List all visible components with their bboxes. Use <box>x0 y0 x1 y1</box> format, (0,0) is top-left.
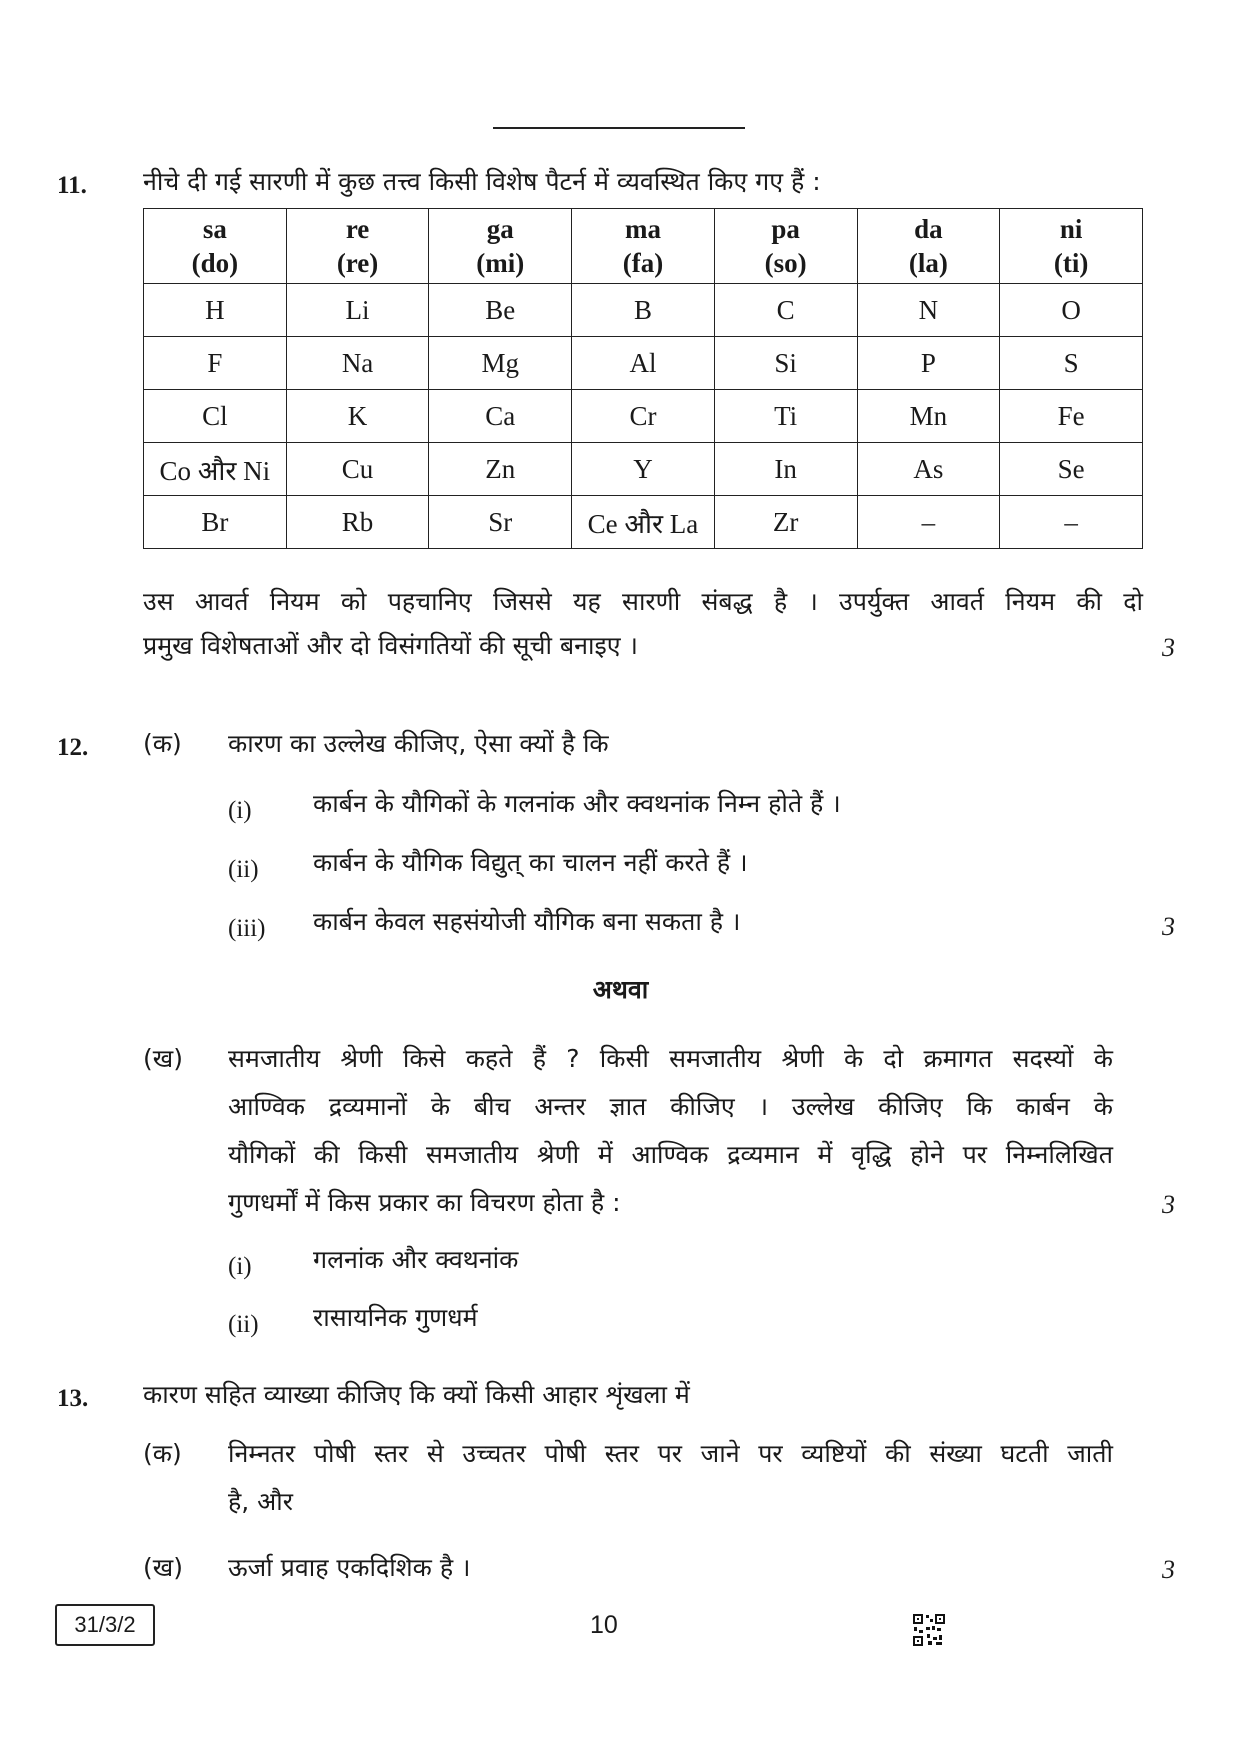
table-cell: Ca <box>429 390 572 443</box>
table-cell: P <box>857 337 1000 390</box>
table-cell: B <box>572 284 715 337</box>
table-cell: Se <box>1000 443 1143 496</box>
table-header-cell: sa (do) <box>144 209 287 284</box>
table-cell: H <box>144 284 287 337</box>
question-12-part-b-line1: समजातीय श्रेणी किसे कहते हैं ? किसी समजातीय श्रेणी के दो क्रमागत सदस्यों के <box>228 1044 1113 1073</box>
table-cell: Li <box>286 284 429 337</box>
table-cell: Be <box>429 284 572 337</box>
question-12-part-b-line2: आण्विक द्रव्यमानों के बीच अन्तर ज्ञात कीजिए । उल्लेख कीजिए कि कार्बन के <box>228 1092 1113 1121</box>
question-11-text-line2: प्रमुख विशेषताओं और दो विसंगतियों की सूची बनाइए । <box>143 631 639 660</box>
question-12-part-a-label: (क) <box>143 729 182 758</box>
table-header-cell: pa (so) <box>714 209 857 284</box>
question-13-intro: कारण सहित व्याख्या कीजिए कि क्यों किसी आहार शृंखला में <box>143 1380 690 1409</box>
qr-code-icon <box>912 1613 946 1647</box>
table-cell: – <box>1000 496 1143 549</box>
sub-question-iii-label: (iii) <box>228 915 266 942</box>
question-12b-marks: 3 <box>1162 1190 1175 1219</box>
question-13-part-a-label: (क) <box>143 1439 182 1468</box>
question-13-part-a-line2: है, और <box>228 1487 293 1516</box>
b-sub-question-ii-label: (ii) <box>228 1311 259 1338</box>
question-12a-marks: 3 <box>1162 912 1175 941</box>
question-11-number: 11. <box>57 172 87 199</box>
table-cell: Cl <box>144 390 287 443</box>
table-row <box>144 284 1143 337</box>
element-pattern-table <box>143 208 1143 549</box>
b-sub-question-i-label: (i) <box>228 1253 252 1280</box>
table-header-cell: ni (ti) <box>1000 209 1143 284</box>
table-cell: N <box>857 284 1000 337</box>
table-cell: – <box>857 496 1000 549</box>
sub-question-ii-label: (ii) <box>228 856 259 883</box>
table-row <box>144 443 1143 496</box>
table-header-cell: re (re) <box>286 209 429 284</box>
question-12-part-b-line4: गुणधर्मों में किस प्रकार का विचरण होता है : <box>228 1188 621 1217</box>
table-row <box>144 496 1143 549</box>
table-cell: Cr <box>572 390 715 443</box>
table-header-cell: ga (mi) <box>429 209 572 284</box>
sub-question-i-label: (i) <box>228 797 252 824</box>
table-cell: Zr <box>714 496 857 549</box>
table-cell: Sr <box>429 496 572 549</box>
table-cell: Rb <box>286 496 429 549</box>
table-cell: F <box>144 337 287 390</box>
table-cell: Si <box>714 337 857 390</box>
b-sub-question-i-text: गलनांक और क्वथनांक <box>313 1245 519 1274</box>
table-row <box>144 390 1143 443</box>
question-13-marks: 3 <box>1162 1555 1175 1584</box>
sub-question-i-text: कार्बन के यौगिकों के गलनांक और क्वथनांक निम्न होते हैं । <box>313 789 841 818</box>
table-cell: As <box>857 443 1000 496</box>
b-sub-question-ii-text: रासायनिक गुणधर्म <box>313 1303 478 1332</box>
table-cell: Zn <box>429 443 572 496</box>
sub-question-ii-text: कार्बन के यौगिक विद्युत् का चालन नहीं करते हैं । <box>313 848 748 877</box>
table-cell: C <box>714 284 857 337</box>
question-13-part-b-label: (ख) <box>143 1553 183 1582</box>
paper-code-badge: 31/3/2 <box>55 1604 155 1646</box>
question-12-part-b-line3: यौगिकों की किसी समजातीय श्रेणी में आण्विक द्रव्यमान में वृद्धि होने पर निम्नलिखित <box>228 1140 1113 1169</box>
table-cell: Cu <box>286 443 429 496</box>
table-header-row <box>144 209 1143 284</box>
question-12-part-a-text: कारण का उल्लेख कीजिए, ऐसा क्यों है कि <box>228 729 609 758</box>
top-divider-line <box>493 127 745 129</box>
table-cell: Na <box>286 337 429 390</box>
table-cell: Mg <box>429 337 572 390</box>
table-cell: S <box>1000 337 1143 390</box>
table-cell: Y <box>572 443 715 496</box>
table-cell: K <box>286 390 429 443</box>
table-header-cell: da (la) <box>857 209 1000 284</box>
table-cell: Ce और La <box>572 496 715 549</box>
question-12-part-b-label: (ख) <box>143 1044 183 1073</box>
table-cell: Fe <box>1000 390 1143 443</box>
table-row <box>144 337 1143 390</box>
table-cell: O <box>1000 284 1143 337</box>
question-13-number: 13. <box>57 1385 89 1412</box>
page-number: 10 <box>590 1611 618 1639</box>
table-cell: Co और Ni <box>144 443 287 496</box>
table-cell: Al <box>572 337 715 390</box>
question-12-number: 12. <box>57 734 89 761</box>
sub-question-iii-text: कार्बन केवल सहसंयोजी यौगिक बना सकता है । <box>313 907 741 936</box>
table-cell: In <box>714 443 857 496</box>
question-11-marks: 3 <box>1162 633 1175 662</box>
table-cell: Mn <box>857 390 1000 443</box>
question-11-intro: नीचे दी गई सारणी में कुछ तत्त्व किसी विशेष पैटर्न में व्यवस्थित किए गए हैं : <box>143 167 821 196</box>
question-13-part-a-line1: निम्नतर पोषी स्तर से उच्चतर पोषी स्तर पर जाने पर व्यष्टियों की संख्या घटती जाती <box>228 1439 1113 1468</box>
or-separator: अथवा <box>592 975 649 1004</box>
question-11-text-line1: उस आवर्त नियम को पहचानिए जिससे यह सारणी संबद्ध है । उपर्युक्त आवर्त नियम की दो <box>143 587 1143 616</box>
table-cell: Br <box>144 496 287 549</box>
question-13-part-b-text: ऊर्जा प्रवाह एकदिशिक है । <box>228 1553 471 1582</box>
table-cell: Ti <box>714 390 857 443</box>
table-header-cell: ma (fa) <box>572 209 715 284</box>
